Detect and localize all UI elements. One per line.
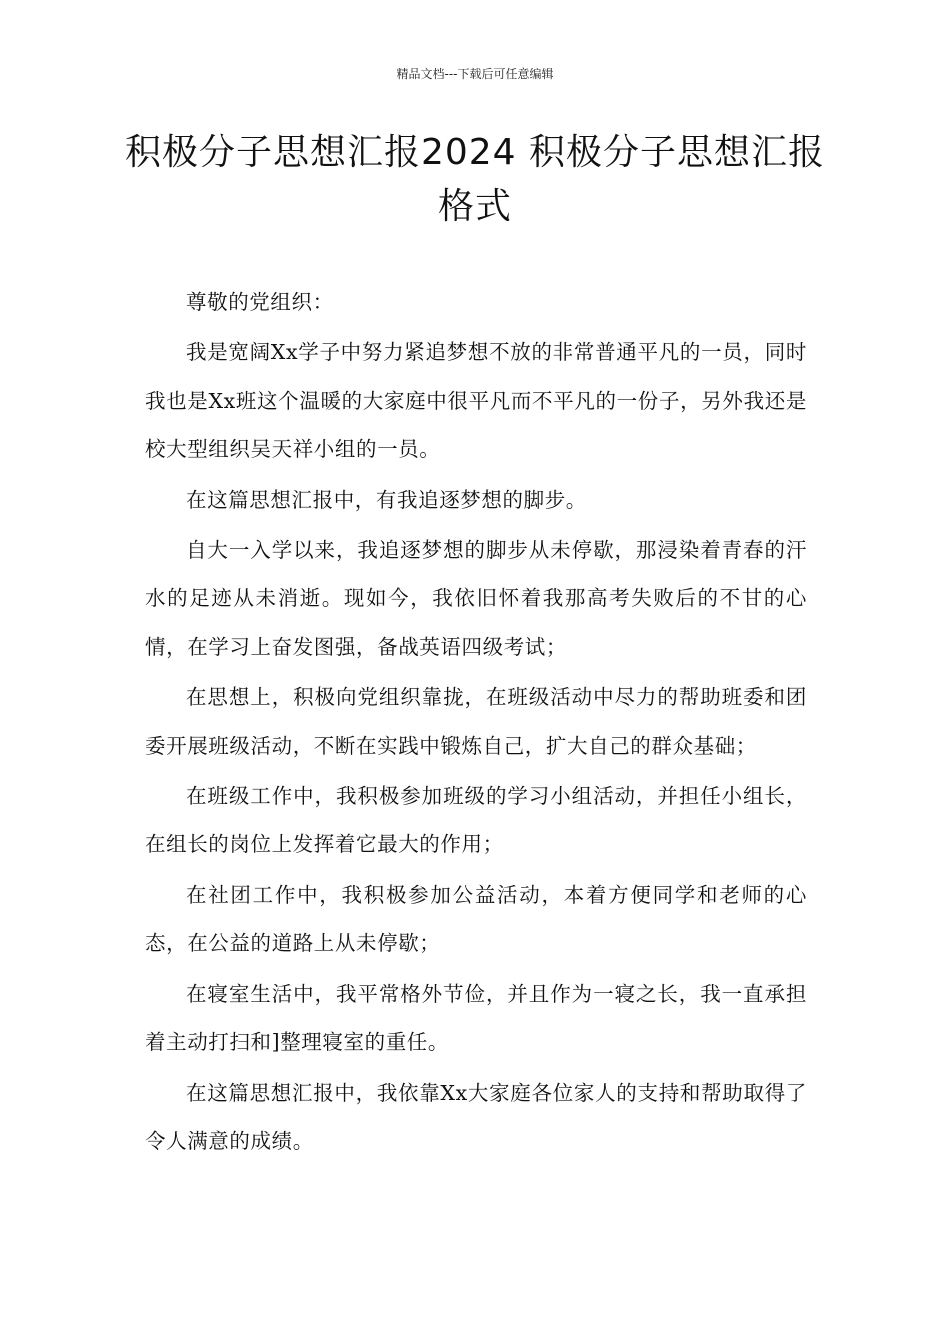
- paragraph: 在班级工作中，我积极参加班级的学习小组活动，并担任小组长，在组长的岗位上发挥着它最大的作用；: [145, 784, 807, 857]
- page-header: 精品文档---下载后可任意编辑: [396, 67, 554, 81]
- document-body: [145, 278, 807, 1167]
- paragraph: 在这篇思想汇报中，我依靠Xx大家庭各位家人的支持和帮助取得了令人满意的成绩。: [145, 1080, 807, 1153]
- paragraph: 在寝室生活中，我平常格外节俭，并且作为一寝之长，我一直承担着主动打扫和]整理寝室的重任。: [145, 981, 807, 1055]
- document-title: 积极分子思想汇报2024 积极分子思想汇报格式: [124, 132, 826, 227]
- salutation: 尊敬的党组织：: [186, 290, 334, 314]
- paragraph: 在这篇思想汇报中，有我追逐梦想的脚步。: [186, 487, 587, 512]
- paragraph: 在思想上，积极向党组织靠拢，在班级活动中尽力的帮助班委和团委开展班级活动，不断在实践中锻炼自己，扩大自己的群众基础；: [145, 685, 807, 758]
- paragraph: 自大一入学以来，我追逐梦想的脚步从未停歇，那浸染着青春的汗水的足迹从未消逝。现如今，我依旧怀着我那高考失败后的不甘的心情，在学习上奋发图强，备战英语四级考试；: [145, 538, 807, 659]
- paragraph: 我是宽阔Xx学子中努力紧追梦想不放的非常普通平凡的一员，同时我也是Xx班这个温暖的大家庭中很平凡而不平凡的一份子，另外我还是校大型组织吴天祥小组的一员。: [145, 340, 807, 462]
- paragraph: 在社团工作中，我积极参加公益活动，本着方便同学和老师的心态，在公益的道路上从未停歇；: [145, 882, 807, 956]
